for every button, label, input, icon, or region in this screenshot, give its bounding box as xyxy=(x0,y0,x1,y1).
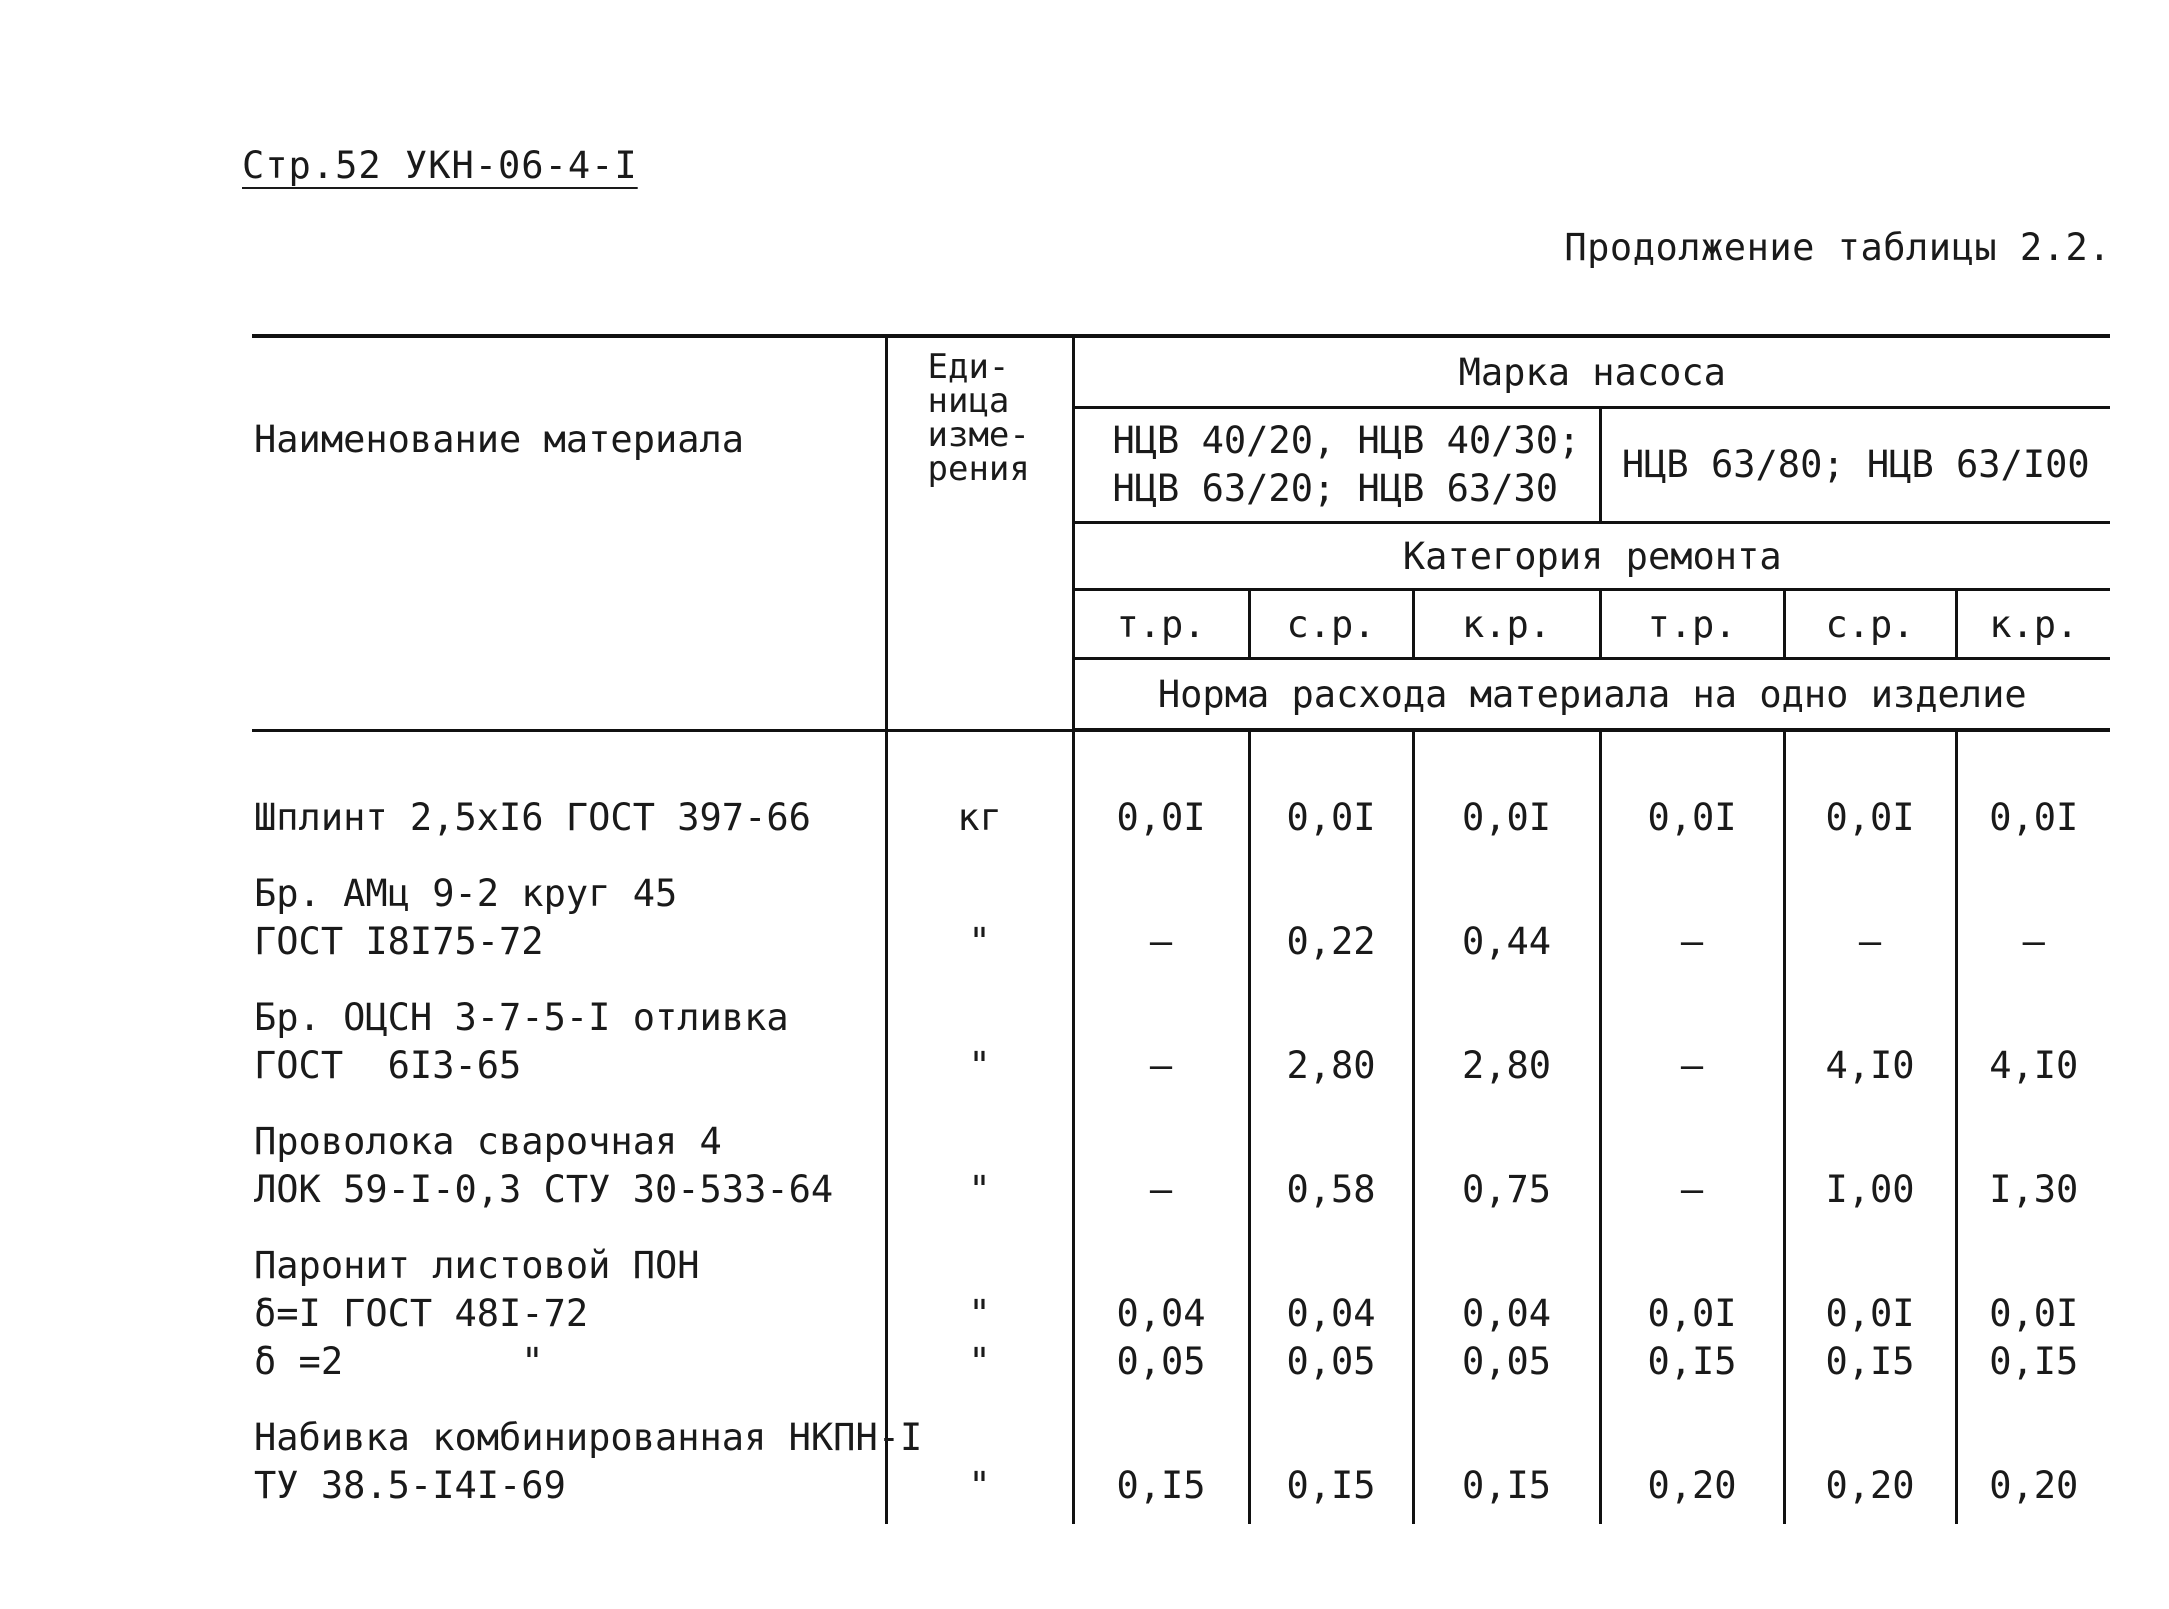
unit-header-line: изме- xyxy=(927,415,1030,455)
norm-value xyxy=(1075,1242,1248,1290)
unit-value: " xyxy=(968,1464,991,1507)
unit-value: " xyxy=(968,1340,991,1383)
norm-value-cell xyxy=(1249,1400,1413,1524)
norm-value xyxy=(1958,1242,2111,1290)
material-name-line: ТУ 38.5-I4I-69 xyxy=(254,1464,566,1507)
norm-value xyxy=(1251,1118,1412,1166)
unit-value xyxy=(888,1118,1072,1166)
pump-group-line: НЦВ 63/20; НЦВ 63/30 xyxy=(1112,467,1559,510)
norm-value xyxy=(1251,1414,1412,1462)
norm-value-cell xyxy=(1784,780,1956,856)
material-name-line: Проволока сварочная 4 xyxy=(254,1120,722,1163)
norm-value xyxy=(1602,1118,1783,1166)
norm-value: 0,20 xyxy=(1989,1464,2079,1507)
norm-value: – xyxy=(1149,1044,1173,1087)
norm-value-cell xyxy=(1956,1400,2110,1524)
repair-category-cell: т.р. xyxy=(1600,590,1784,659)
norm-value: 0,0I xyxy=(1116,796,1206,839)
repair-category-cell: с.р. xyxy=(1249,590,1413,659)
norm-value-cell xyxy=(1956,1228,2110,1400)
repair-category-cell: к.р. xyxy=(1413,590,1600,659)
unit-cell xyxy=(886,856,1073,980)
norm-value: 0,I5 xyxy=(1116,1464,1206,1507)
unit-value: " xyxy=(968,1168,991,1211)
norm-value-cell xyxy=(1784,856,1956,980)
norm-value-cell xyxy=(1956,856,2110,980)
unit-cell xyxy=(886,1104,1073,1228)
pump-group-line: НЦВ 63/80; НЦВ 63/I00 xyxy=(1621,443,2090,486)
norm-value-cell xyxy=(1600,856,1784,980)
norm-value-cell xyxy=(1249,780,1413,856)
norm-value: 0,I5 xyxy=(1825,1340,1915,1383)
norm-value xyxy=(1415,1118,1599,1166)
norm-value xyxy=(1958,1414,2111,1462)
norm-value: 0,0I xyxy=(1647,1292,1737,1335)
consumption-norm-header: Норма расхода материала на одно изделие xyxy=(1073,659,2110,731)
norm-value: 0,20 xyxy=(1825,1464,1915,1507)
material-name-cell xyxy=(252,980,886,1104)
material-name-line: δ =2 " xyxy=(254,1340,544,1383)
norm-value: 0,05 xyxy=(1461,1340,1552,1383)
norm-value xyxy=(1958,994,2111,1042)
norm-value: 0,0I xyxy=(1825,1292,1915,1335)
norm-value: – xyxy=(1149,1168,1173,1211)
norm-value xyxy=(1602,994,1783,1042)
table-caption: Продолжение таблицы 2.2. xyxy=(1564,226,2111,269)
norm-value-cell xyxy=(1249,1104,1413,1228)
material-name-line: δ=I ГОСТ 48I-72 xyxy=(254,1292,589,1335)
material-name-line: Бр. АМц 9-2 круг 45 xyxy=(254,872,678,915)
unit-value xyxy=(888,1242,1072,1290)
unit-header-line: Еди- xyxy=(927,347,1010,387)
norm-value-cell xyxy=(1413,1228,1600,1400)
norm-value xyxy=(1786,1118,1955,1166)
norm-value: – xyxy=(1680,920,1704,963)
unit-cell xyxy=(886,980,1073,1104)
table-row xyxy=(252,1104,2110,1228)
norm-value-cell xyxy=(1956,780,2110,856)
material-name-cell xyxy=(252,856,886,980)
material-name-line: ГОСТ I8I75-72 xyxy=(254,920,544,963)
norm-value: 0,I5 xyxy=(1461,1464,1552,1507)
norm-value xyxy=(1958,1118,2111,1166)
page-header: Стр.52 УКН-06-4-I xyxy=(242,144,638,187)
norm-value-cell xyxy=(1600,980,1784,1104)
norm-value: 0,04 xyxy=(1461,1292,1552,1335)
norm-value-cell xyxy=(1784,1228,1956,1400)
norm-value: 0,05 xyxy=(1116,1340,1206,1383)
pump-group-line: НЦВ 40/20, НЦВ 40/30; xyxy=(1112,419,1581,462)
norm-value-cell xyxy=(1413,980,1600,1104)
norm-value-cell xyxy=(1073,780,1249,856)
norm-value-cell xyxy=(1600,1400,1784,1524)
material-name-cell xyxy=(252,1228,886,1400)
norm-value: 0,I5 xyxy=(1647,1340,1737,1383)
norm-value-cell xyxy=(1249,856,1413,980)
norm-value-cell xyxy=(1784,1400,1956,1524)
norm-value: I,00 xyxy=(1825,1168,1915,1211)
norm-value xyxy=(1602,1242,1783,1290)
norm-value: 0,0I xyxy=(1825,796,1915,839)
unit-value: кг xyxy=(957,796,1002,839)
material-name-line: Паронит листовой ПОН xyxy=(254,1244,700,1287)
material-name-line: Шплинт 2,5хI6 ГОСТ 397-66 xyxy=(254,796,811,839)
norm-value: – xyxy=(1149,920,1173,963)
norm-value-cell xyxy=(1413,856,1600,980)
norm-value: 0,22 xyxy=(1286,920,1376,963)
norm-value-cell xyxy=(1073,1228,1249,1400)
norm-value: I,30 xyxy=(1989,1168,2079,1211)
norm-value xyxy=(1786,1414,1955,1462)
norm-value-cell xyxy=(1413,780,1600,856)
table-row xyxy=(252,980,2110,1104)
norm-value xyxy=(1415,870,1599,918)
norm-value: 0,I5 xyxy=(1989,1340,2079,1383)
norm-value: 0,44 xyxy=(1461,920,1552,963)
norm-value: 0,20 xyxy=(1647,1464,1737,1507)
norm-value: 4,I0 xyxy=(1825,1044,1915,1087)
norm-value-cell xyxy=(1249,1228,1413,1400)
norm-value: – xyxy=(1680,1168,1704,1211)
unit-cell xyxy=(886,1228,1073,1400)
repair-category-cell: с.р. xyxy=(1784,590,1956,659)
norm-value xyxy=(1602,870,1783,918)
norm-value: – xyxy=(1680,1044,1704,1087)
repair-category-cell: т.р. xyxy=(1073,590,1249,659)
norm-value: 2,80 xyxy=(1286,1044,1376,1087)
norm-value: 0,04 xyxy=(1116,1292,1206,1335)
norm-value xyxy=(1786,1242,1955,1290)
material-name-cell xyxy=(252,780,886,856)
norm-value-cell xyxy=(1073,1400,1249,1524)
unit-value: " xyxy=(968,1292,991,1335)
norm-value: 0,0I xyxy=(1286,796,1376,839)
table-row xyxy=(252,1400,2110,1524)
norm-value xyxy=(1786,870,1955,918)
unit-value xyxy=(888,994,1072,1042)
norm-value-cell xyxy=(1249,980,1413,1104)
table-row xyxy=(252,780,2110,856)
repair-category-cell: к.р. xyxy=(1956,590,2110,659)
norm-value xyxy=(1415,994,1599,1042)
norm-value: – xyxy=(1858,920,1882,963)
norm-value-cell xyxy=(1073,856,1249,980)
norm-value-cell xyxy=(1413,1104,1600,1228)
table-row xyxy=(252,1228,2110,1400)
norm-value: 2,80 xyxy=(1461,1044,1552,1087)
unit-header-line: рения xyxy=(927,449,1030,489)
norm-value xyxy=(1415,1242,1599,1290)
norm-value xyxy=(1075,994,1248,1042)
norm-value: 0,05 xyxy=(1286,1340,1376,1383)
norm-value-cell xyxy=(1413,1400,1600,1524)
norm-value: 0,0I xyxy=(1461,796,1552,839)
norm-value xyxy=(1251,1242,1412,1290)
material-name-cell xyxy=(252,1400,923,1524)
norm-value-cell xyxy=(1073,980,1249,1104)
norm-value: – xyxy=(2022,920,2045,963)
norm-value xyxy=(1251,994,1412,1042)
norm-value xyxy=(1075,1414,1248,1462)
material-name-cell xyxy=(252,1104,886,1228)
column-header-unit xyxy=(886,336,1073,730)
norm-value xyxy=(1786,994,1955,1042)
norm-value-cell xyxy=(1073,1104,1249,1228)
norm-value: 0,0I xyxy=(1989,796,2079,839)
norm-value: 0,0I xyxy=(1647,796,1737,839)
norm-value-cell xyxy=(1600,780,1784,856)
norm-value xyxy=(1415,1414,1599,1462)
norm-value: 0,04 xyxy=(1286,1292,1376,1335)
repair-category-header: Категория ремонта xyxy=(1073,523,2110,590)
norm-value xyxy=(1075,1118,1248,1166)
norm-value: 0,0I xyxy=(1989,1292,2079,1335)
pump-group-1 xyxy=(1073,408,1600,523)
material-name-line: ЛОК 59-I-0,3 СТУ 30-533-64 xyxy=(254,1168,834,1211)
norm-value: 0,I5 xyxy=(1286,1464,1376,1507)
norm-value xyxy=(1602,1414,1783,1462)
norm-value-cell xyxy=(1956,1104,2110,1228)
unit-cell xyxy=(886,780,1073,856)
norm-value xyxy=(1251,870,1412,918)
pump-group-2 xyxy=(1600,408,2110,523)
norm-value-cell xyxy=(1784,1104,1956,1228)
norm-value-cell xyxy=(1600,1228,1784,1400)
material-name-line: Набивка комбинированная НКПН-I xyxy=(254,1416,923,1459)
unit-value: " xyxy=(968,1044,991,1087)
norm-value-cell xyxy=(1784,980,1956,1104)
norm-value-cell xyxy=(1600,1104,1784,1228)
unit-value xyxy=(888,870,1072,918)
unit-value: " xyxy=(968,920,991,963)
materials-table xyxy=(252,334,2110,1524)
norm-value: 0,75 xyxy=(1461,1168,1552,1211)
norm-value-cell xyxy=(1956,980,2110,1104)
unit-header-line: ница xyxy=(927,381,1010,421)
column-header-material-name: Наименование материала xyxy=(252,336,886,730)
norm-value: 4,I0 xyxy=(1989,1044,2079,1087)
norm-value xyxy=(1075,870,1248,918)
material-name-line: Бр. ОЦСН 3-7-5-I отливка xyxy=(254,996,789,1039)
norm-value xyxy=(1958,870,2111,918)
table-row xyxy=(252,856,2110,980)
pump-brand-header: Марка насоса xyxy=(1073,336,2110,408)
norm-value: 0,58 xyxy=(1286,1168,1376,1211)
material-name-line: ГОСТ 6I3-65 xyxy=(254,1044,522,1087)
